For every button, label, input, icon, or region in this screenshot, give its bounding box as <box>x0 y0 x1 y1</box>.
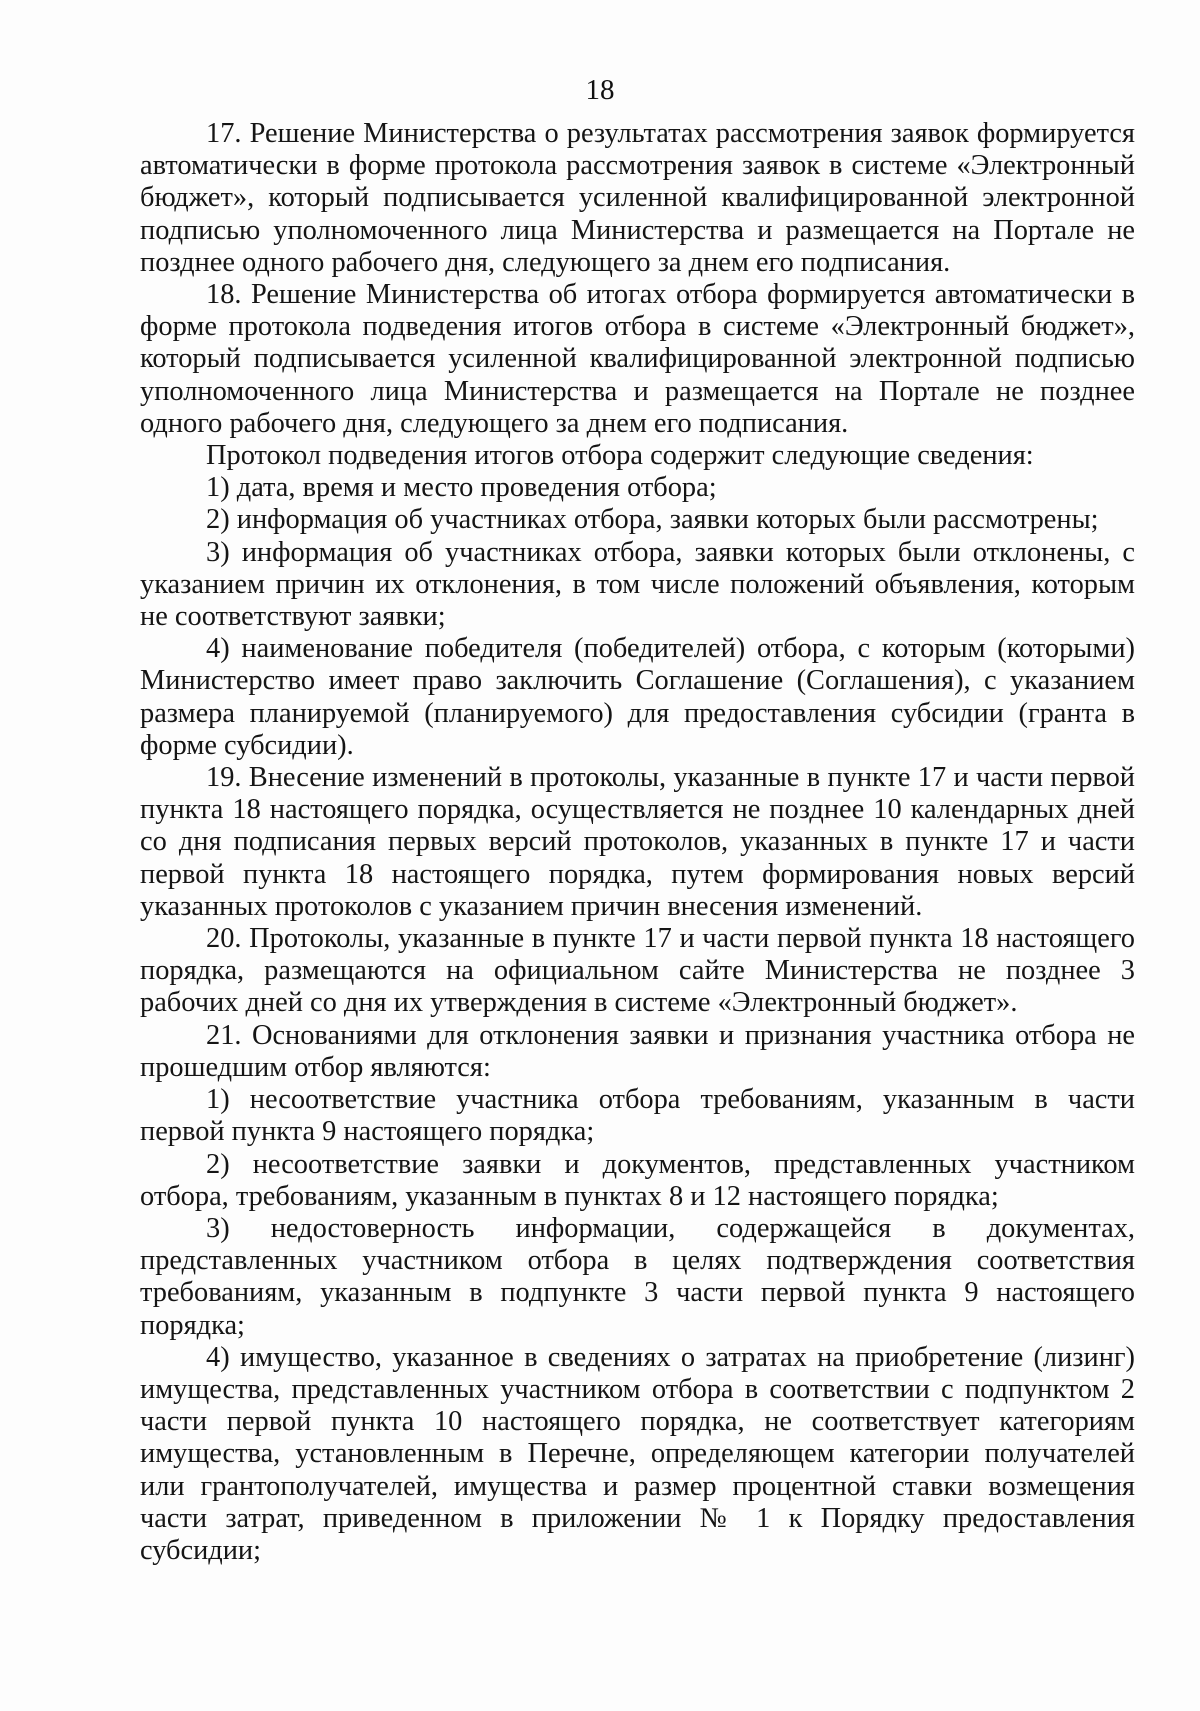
list-item-1: 1) дата, время и место проведения отбора; <box>206 472 717 504</box>
list-item-3: 3) информация об участниках отбора, заявки которых были отклонены, с указанием причин их отклонения, в том числе положений объявления, которым не соответствуют заявки; <box>140 536 1135 633</box>
paragraph-21: 21. Основаниями для отклонения заявки и признания участника отбора не прошедшим отбор являются: <box>140 1019 1135 1083</box>
paragraph-17: 17. Решение Министерства о результатах рассмотрения заявок формируется автоматически в форме протокола рассмотрения заявок в системе «Электронный бюджет», который подписывается усиленной квалифицированной электронной подписью уполномоченного лица Министерства и размещается на Портале не позднее одного рабочего дня, следующего за днем его подписания. <box>140 118 1135 278</box>
document-body <box>140 118 1135 1567</box>
paragraph-19: 19. Внесение изменений в протоколы, указанные в пункте 17 и части первой пункта 18 настоящего порядка, осуществляется не позднее 10 календарных дней со дня подписания первых версий протоколов, указанных в пункте 17 и части первой пункта 18 настоящего порядка, путем формирования новых версий указанных протоколов с указанием причин внесения изменений. <box>140 762 1135 922</box>
paragraph-18: 18. Решение Министерства об итогах отбора формируется автоматически в форме протокола подведения итогов отбора в системе «Электронный бюджет», который подписывается усиленной квалифицированной электронной подписью уполномоченного лица Министерства и размещается на Портале не позднее одного рабочего дня, следующего за днем его подписания. <box>140 279 1135 439</box>
list-item-2: 2) информация об участниках отбора, заявки которых были рассмотрены; <box>206 504 1099 536</box>
paragraph-20: 20. Протоколы, указанные в пункте 17 и части первой пункта 18 настоящего порядка, размещаются на официальном сайте Министерства не позднее 3 рабочих дней со дня их утверждения в системе «Электронный бюджет». <box>140 923 1135 1019</box>
paragraph-protocol-contents: Протокол подведения итогов отбора содержит следующие сведения: <box>206 440 1034 472</box>
rejection-ground-3: 3) недостоверность информации, содержащейся в документах, представленных участником отбора в целях подтверждения соответствия требованиям, указанным в подпункте 3 части первой пункта 9 настоящего порядка; <box>140 1212 1135 1341</box>
rejection-ground-4: 4) имущество, указанное в сведениях о затратах на приобретение (лизинг) имущества, представленных участником отбора в соответствии с подпунктом 2 части первой пункта 10 настоящего порядка, не соответствует категориям имущества, установленным в Перечне, определяющем категории получателей или грантополучателей, имущества и размер процентной ставки возмещения части затрат, приведенном в приложении № 1 к Порядку предоставления субсидии; <box>140 1341 1135 1566</box>
rejection-ground-1: 1) несоответствие участника отбора требованиям, указанным в части первой пункта 9 настоящего порядка; <box>140 1084 1135 1148</box>
list-item-4: 4) наименование победителя (победителей) отбора, с которым (которыми) Министерство имеет право заключить Соглашение (Соглашения), с указанием размера планируемой (планируемого) для предоставления субсидии (гранта в форме субсидии). <box>140 633 1135 761</box>
page-number: 18 <box>585 74 615 106</box>
rejection-ground-2: 2) несоответствие заявки и документов, представленных участником отбора, требованиям, указанным в пунктах 8 и 12 настоящего порядка; <box>140 1148 1135 1212</box>
